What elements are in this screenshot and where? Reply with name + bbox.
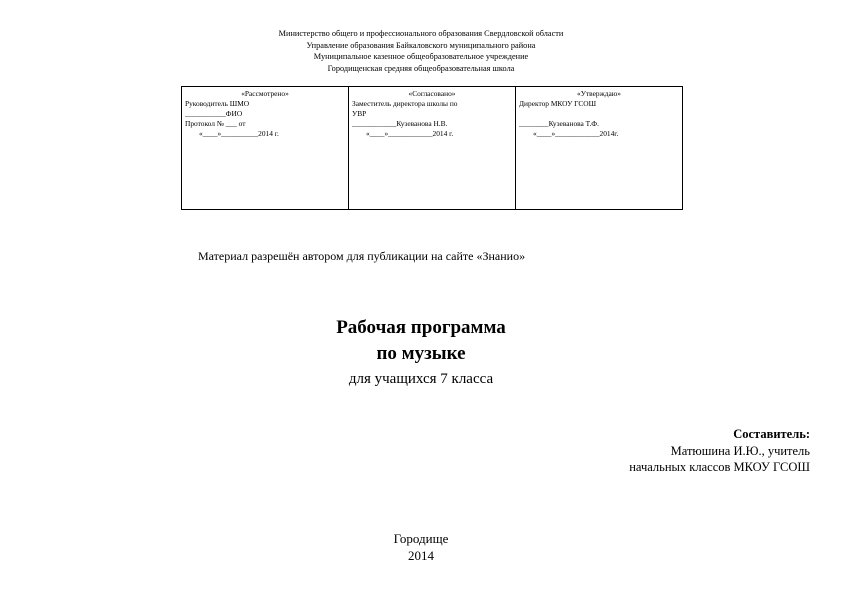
agreed-title: «Согласовано» (408, 89, 456, 98)
agreed-cell (349, 87, 516, 210)
approved-signature-line (519, 119, 679, 129)
document-audience: для учащихся 7 класса (348, 371, 494, 387)
considered-title: «Рассмотрено» (241, 89, 289, 98)
agreed-name: Кузеванова Н.В. (396, 119, 448, 128)
considered-signature-line (185, 109, 345, 119)
approved-title: «Утверждаю» (577, 89, 621, 98)
institution-type-line: Муниципальное казенное общеобразовательное учреждение (313, 52, 529, 61)
agreed-role-line1: Заместитель директора школы по (352, 99, 458, 108)
document-title: Рабочая программа (336, 317, 506, 338)
approved-name: Кузеванова Т.Ф. (548, 119, 599, 128)
approved-role: Директор МКОУ ГСОШ (519, 99, 597, 108)
header-organization (180, 28, 662, 74)
compiler-block (629, 426, 810, 476)
approved-blank: ________ (519, 119, 549, 128)
ministry-line: Министерство общего и профессионального образования Свердловской области (278, 29, 564, 38)
approved-date: «____»____________2014г. (533, 129, 619, 138)
considered-date: «____»__________2014 г. (199, 129, 279, 138)
footer-place: Городище (393, 531, 449, 546)
approval-table (181, 86, 683, 210)
footer-year: 2014 (408, 548, 434, 563)
compiler-label: Составитель: (733, 427, 810, 441)
department-line: Управление образования Байкаловского муниципального района (306, 40, 536, 50)
document-subject: по музыке (376, 343, 466, 364)
considered-name: ФИО (225, 109, 243, 118)
considered-role: Руководитель ШМО (185, 99, 250, 108)
considered-protocol: Протокол № ___ от (185, 119, 246, 128)
permission-note: Материал разрешён автором для публикации на сайте «Знанио» (198, 249, 526, 263)
agreed-date: «____»____________2014 г. (366, 129, 454, 138)
compiler-position: начальных классов МКОУ ГСОШ (629, 460, 810, 474)
considered-cell (182, 87, 349, 210)
footer (0, 530, 842, 564)
agreed-signature-line (352, 119, 512, 129)
considered-blank: ___________ (185, 109, 226, 118)
compiler-name: Матюшина И.Ю., учитель (670, 443, 810, 458)
approved-cell (516, 87, 683, 210)
school-name-line: Городищенская средняя общеобразовательная школа (327, 63, 515, 73)
agreed-role-line2: УВР (352, 109, 367, 118)
agreed-blank: ____________ (352, 119, 397, 128)
